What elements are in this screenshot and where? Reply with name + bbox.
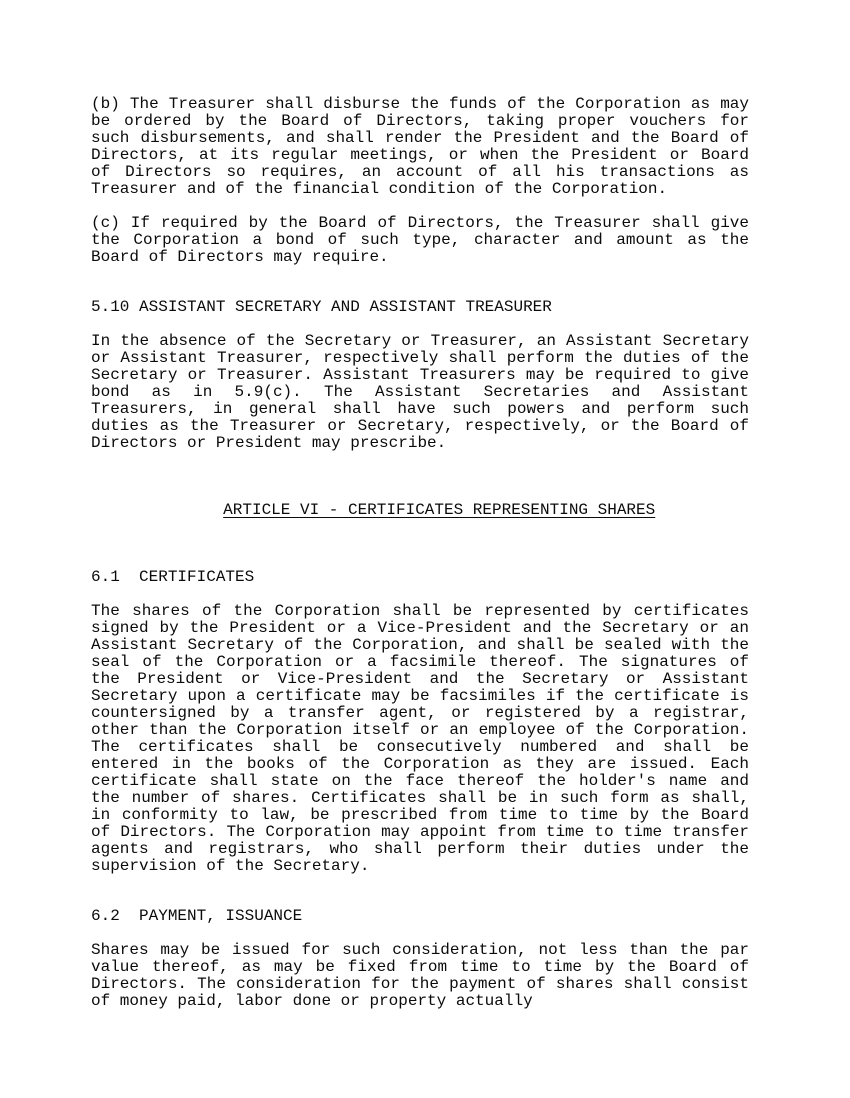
paragraph-treasurer-disburse: (b) The Treasurer shall disburse the funds of the Corporation as may be ordered by the Board of Directors, taking proper vouchers for such disbursements, and shall render the President and the Board of Directors, at its regular meetings, or when the President or Board of Directors so requires, an account of all his transactions as Treasurer and of the financial condition of the Corporation.	[91, 95, 749, 198]
article-vi-heading-text: ARTICLE VI - CERTIFICATES REPRESENTING SHARES	[223, 501, 656, 519]
section-heading-6-1: 6.1 CERTIFICATES	[91, 568, 255, 586]
paragraph-treasurer-bond: (c) If required by the Board of Directors, the Treasurer shall give the Corporation a bond of such type, character and amount as the Board of Directors may require.	[91, 214, 749, 266]
article-vi-heading	[91, 485, 749, 536]
paragraph-certificates: The shares of the Corporation shall be represented by certificates signed by the President or a Vice-President and the Secretary or an Assistant Secretary of the Corporation, and shall be sealed with the seal of the Corporation or a facsimile thereof. The signatures of the President or Vice-President and the Secretary or Assistant Secretary upon a certificate may be facsimiles if the certificate is countersigned by a transfer agent, or registered by a registrar, other than the Corporation itself or an employee of the Corporation. The certificates shall be consecutively numbered and shall be entered in the books of the Corporation as they are issued. Each certificate shall state on the face thereof the holder's name and the number of shares. Certificates shall be in such form as shall, in conformity to law, be prescribed from time to time by the Board of Directors. The Corporation may appoint from time to time transfer agents and registrars, who shall perform their duties under the supervision of the Secretary.	[91, 602, 749, 875]
section-heading-5-10: 5.10 ASSISTANT SECRETARY AND ASSISTANT TREASURER	[91, 298, 552, 316]
paragraph-payment-issuance: Shares may be issued for such consideration, not less than the par value thereof, as may be fixed from time to time by the Board of Directors. The consideration for the payment of shares shall consist of money paid, labor done or property actually	[91, 941, 749, 1010]
section-heading-6-2: 6.2 PAYMENT, ISSUANCE	[91, 907, 303, 925]
paragraph-assistant-officers: In the absence of the Secretary or Treasurer, an Assistant Secretary or Assistant Treasurer, respectively shall perform the duties of the Secretary or Treasurer. Assistant Treasurers may be required to give bond as in 5.9(c). The Assistant Secretaries and Assistant Treasurers, in general shall have such powers and perform such duties as the Treasurer or Secretary, respectively, or the Board of Directors or President may prescribe.	[91, 332, 749, 452]
